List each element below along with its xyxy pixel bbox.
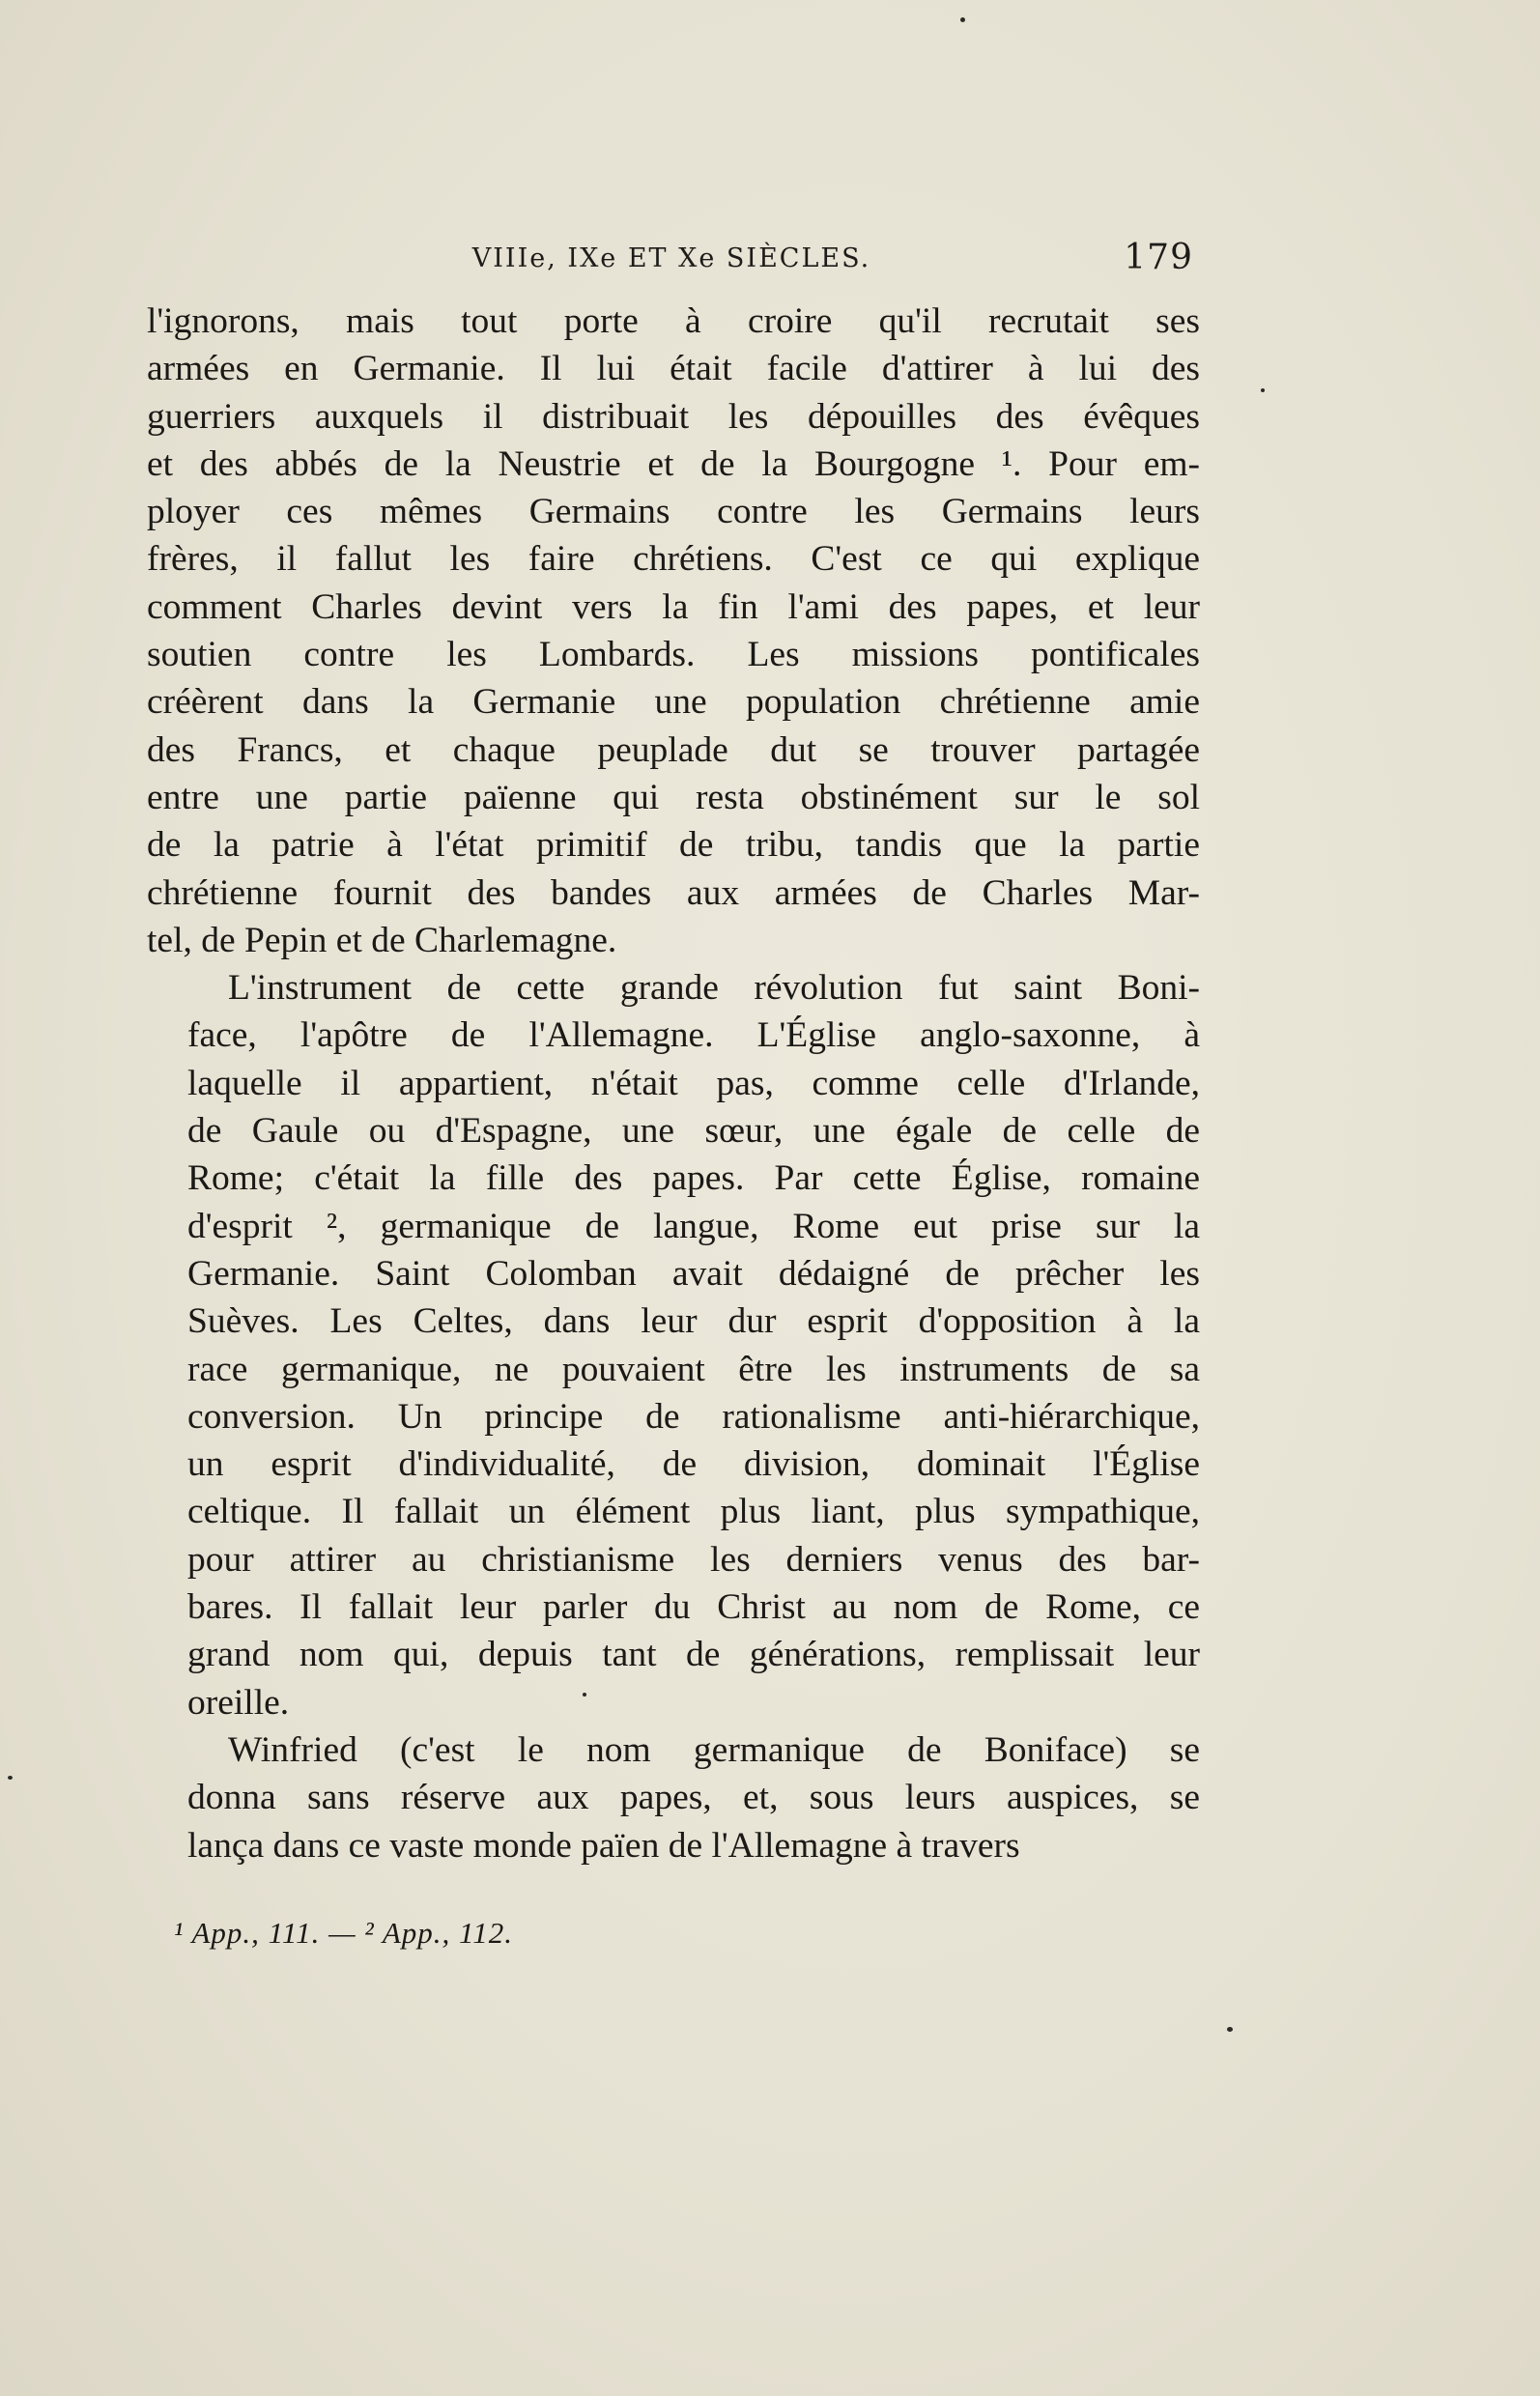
ink-speck (960, 17, 965, 22)
text-line: soutien contre les Lombards. Les missions pontificales (147, 635, 1200, 675)
text-line: armées en Germanie. Il lui était facile d'attirer à lui des (147, 349, 1200, 389)
text-line: Winfried (c'est le nom germanique de Boniface) se (228, 1729, 1200, 1770)
running-head (150, 243, 1193, 273)
text-line: bares. Il fallait leur parler du Christ au nom de Rome, ce (187, 1587, 1200, 1628)
text-line: Germanie. Saint Colomban avait dédaigné de prêcher les (187, 1253, 1200, 1294)
footnotes: ¹ App., 111. — ² App., 112. (174, 1916, 514, 1950)
text-line: donna sans réserve aux papes, et, sous leurs auspices, se (187, 1778, 1200, 1818)
paragraph (147, 1726, 1200, 1869)
body-text (147, 298, 1200, 1869)
text-line: un esprit d'individualité, de division, dominait l'Église (187, 1444, 1200, 1485)
page-number: 179 (1124, 238, 1193, 277)
text-line: frères, il fallut les faire chrétiens. C'est ce qui explique (147, 539, 1200, 580)
paragraph (147, 298, 1200, 964)
text-line: L'instrument de cette grande révolution fut saint Boni- (228, 968, 1200, 1009)
text-line: de Gaule ou d'Espagne, une sœur, une égale de celle de (187, 1111, 1200, 1152)
text-line: des Francs, et chaque peuplade dut se trouver partagée (147, 729, 1200, 770)
text-line: créèrent dans la Germanie une population chrétienne amie (147, 682, 1200, 723)
ink-speck (1227, 2027, 1233, 2032)
text-line: Rome; c'était la fille des papes. Par cette Église, romaine (187, 1158, 1200, 1199)
paragraph (147, 964, 1200, 1726)
text-line: celtique. Il fallait un élément plus liant, plus sympathique, (187, 1492, 1200, 1532)
text-line: pour attirer au christianisme les derniers venus des bar- (187, 1539, 1200, 1580)
text-line: lança dans ce vaste monde païen de l'Allemagne à travers (187, 1825, 1020, 1866)
text-line: tel, de Pepin et de Charlemagne. (147, 920, 617, 960)
ink-speck (1261, 388, 1265, 392)
text-line: face, l'apôtre de l'Allemagne. L'Église anglo-saxonne, à (187, 1015, 1200, 1056)
text-line: guerriers auxquels il distribuait les dépouilles des évêques (147, 396, 1200, 437)
text-line: grand nom qui, depuis tant de générations, remplissait leur (187, 1635, 1200, 1675)
text-line: comment Charles devint vers la fin l'ami des papes, et leur (147, 586, 1200, 627)
text-line: d'esprit ², germanique de langue, Rome eut prise sur la (187, 1206, 1200, 1246)
text-line: de la patrie à l'état primitif de tribu, tandis que la partie (147, 825, 1200, 866)
text-line: race germanique, ne pouvaient être les instruments de sa (187, 1349, 1200, 1389)
text-line: entre une partie païenne qui resta obstinément sur le sol (147, 777, 1200, 817)
text-line: ployer ces mêmes Germains contre les Germains leurs (147, 492, 1200, 532)
running-head-text: VIIIe, IXe ET Xe SIÈCLES. (471, 243, 871, 273)
text-line: laquelle il appartient, n'était pas, comme celle d'Irlande, (187, 1063, 1200, 1103)
text-line: oreille. (187, 1682, 290, 1723)
text-line: l'ignorons, mais tout porte à croire qu'il recrutait ses (147, 301, 1200, 341)
page-header (150, 240, 1193, 278)
text-line: Suèves. Les Celtes, dans leur dur esprit d'opposition à la (187, 1301, 1200, 1342)
ink-speck (8, 1776, 13, 1780)
text-line: et des abbés de la Neustrie et de la Bourgogne ¹. Pour em- (147, 443, 1200, 484)
text-line: chrétienne fournit des bandes aux armées de Charles Mar- (147, 872, 1200, 913)
text-line: conversion. Un principe de rationalisme anti-hiérarchique, (187, 1396, 1200, 1437)
